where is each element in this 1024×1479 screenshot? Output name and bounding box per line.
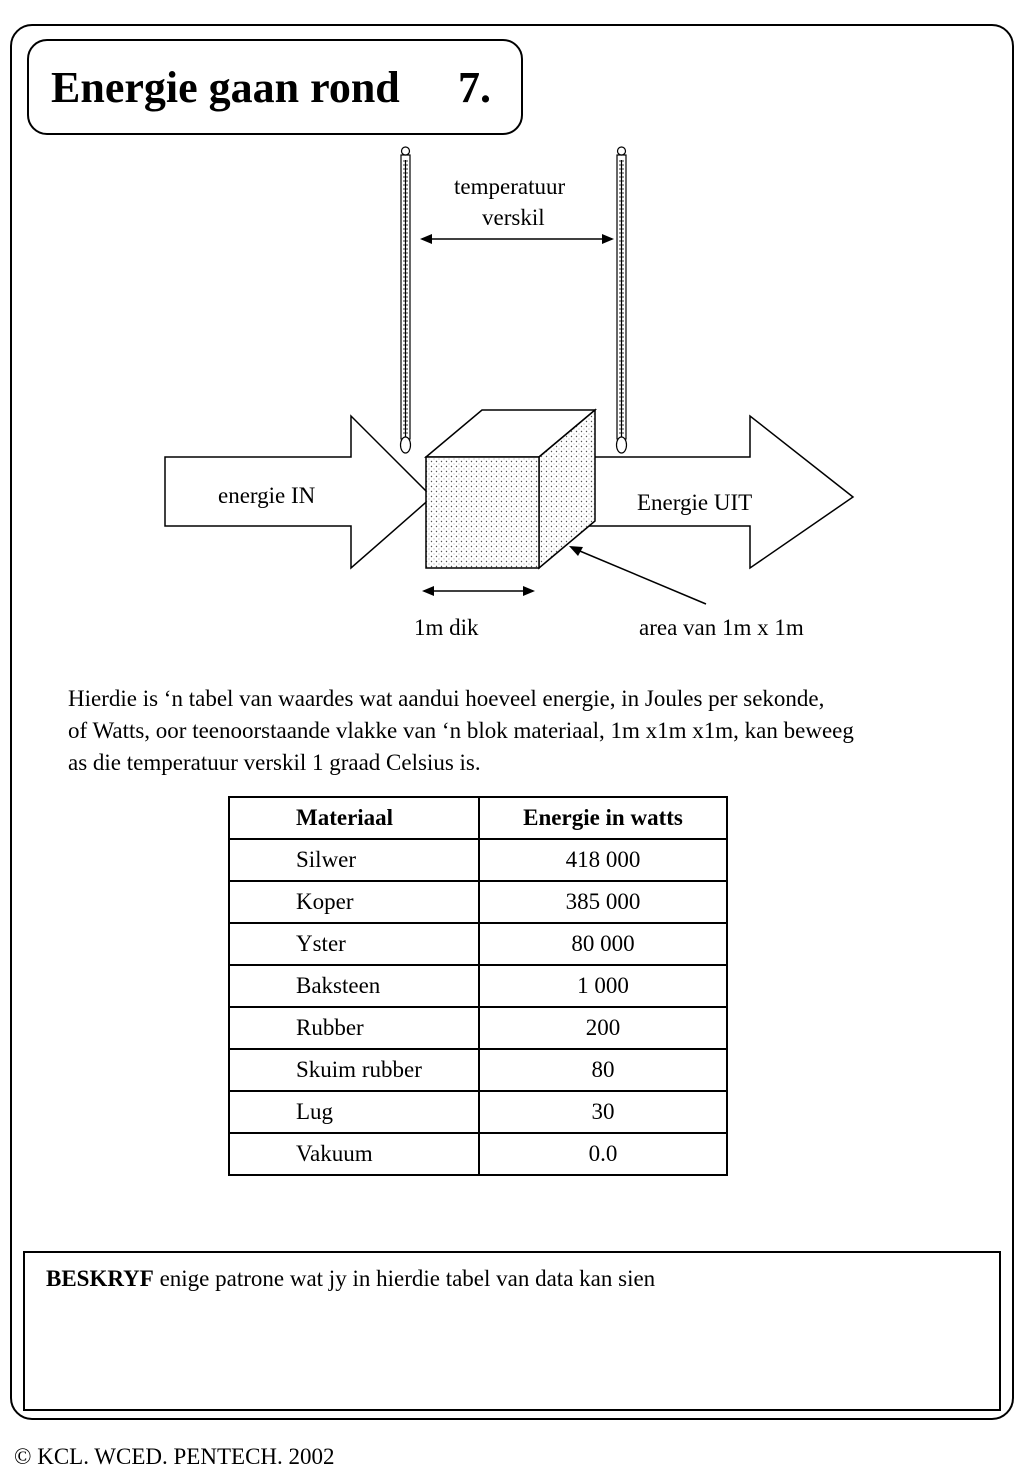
energy-out-label: Energie UIT xyxy=(637,490,753,515)
intro-line: Hierdie is ‘n tabel van waardes wat aandui hoeveel energie, in Joules per sekonde, xyxy=(68,686,825,711)
area-pointer-arrow xyxy=(569,546,706,604)
page-title: Energie gaan rond xyxy=(51,63,400,112)
thermometer-left-icon xyxy=(401,147,411,453)
temperature-label-line2: verskil xyxy=(482,205,545,230)
energy-cell: 0.0 xyxy=(479,1133,727,1175)
copyright-footer: © KCL. WCED. PENTECH. 2002 xyxy=(14,1444,335,1469)
intro-line: of Watts, oor teenoorstaande vlakke van ‘n blok materiaal, 1m x1m x1m, kan beweeg xyxy=(68,718,854,743)
material-cell: Baksteen xyxy=(229,965,479,1007)
thickness-label: 1m dik xyxy=(414,615,479,640)
energy-in-label: energie IN xyxy=(218,483,316,508)
heat-flow-diagram xyxy=(0,0,1024,680)
table-row xyxy=(229,1049,727,1091)
table-row xyxy=(229,1007,727,1049)
header-energy: Energie in watts xyxy=(479,797,727,839)
intro-paragraph xyxy=(68,683,988,779)
page-number: 7. xyxy=(458,63,491,112)
material-cell: Lug xyxy=(229,1091,479,1133)
table-header-row xyxy=(229,797,727,839)
material-cell: Koper xyxy=(229,881,479,923)
table-row xyxy=(229,1133,727,1175)
energy-cell: 418 000 xyxy=(479,839,727,881)
material-cell: Skuim rubber xyxy=(229,1049,479,1091)
material-cube xyxy=(426,410,595,568)
temperature-difference-arrow xyxy=(420,234,614,244)
energy-cell: 200 xyxy=(479,1007,727,1049)
material-cell: Yster xyxy=(229,923,479,965)
conductivity-table xyxy=(228,796,728,1176)
energy-cell: 30 xyxy=(479,1091,727,1133)
material-cell: Rubber xyxy=(229,1007,479,1049)
energy-cell: 1 000 xyxy=(479,965,727,1007)
table-row xyxy=(229,1091,727,1133)
table-row xyxy=(229,965,727,1007)
temperature-label-line1: temperatuur xyxy=(454,174,566,199)
energy-cell: 385 000 xyxy=(479,881,727,923)
material-cell: Silwer xyxy=(229,839,479,881)
energy-cell: 80 000 xyxy=(479,923,727,965)
table-row xyxy=(229,923,727,965)
thermometer-right-icon xyxy=(617,147,627,453)
energy-cell: 80 xyxy=(479,1049,727,1091)
task-keyword: BESKRYF xyxy=(46,1266,154,1291)
table-row xyxy=(229,839,727,881)
table-row xyxy=(229,881,727,923)
task-prompt xyxy=(46,1264,655,1294)
material-cell: Vakuum xyxy=(229,1133,479,1175)
intro-line: as die temperatuur verskil 1 graad Celsius is. xyxy=(68,750,481,775)
area-label: area van 1m x 1m xyxy=(639,615,804,640)
thickness-arrow xyxy=(422,586,535,596)
task-text: enige patrone wat jy in hierdie tabel van data kan sien xyxy=(153,1266,656,1291)
header-material: Materiaal xyxy=(229,797,479,839)
